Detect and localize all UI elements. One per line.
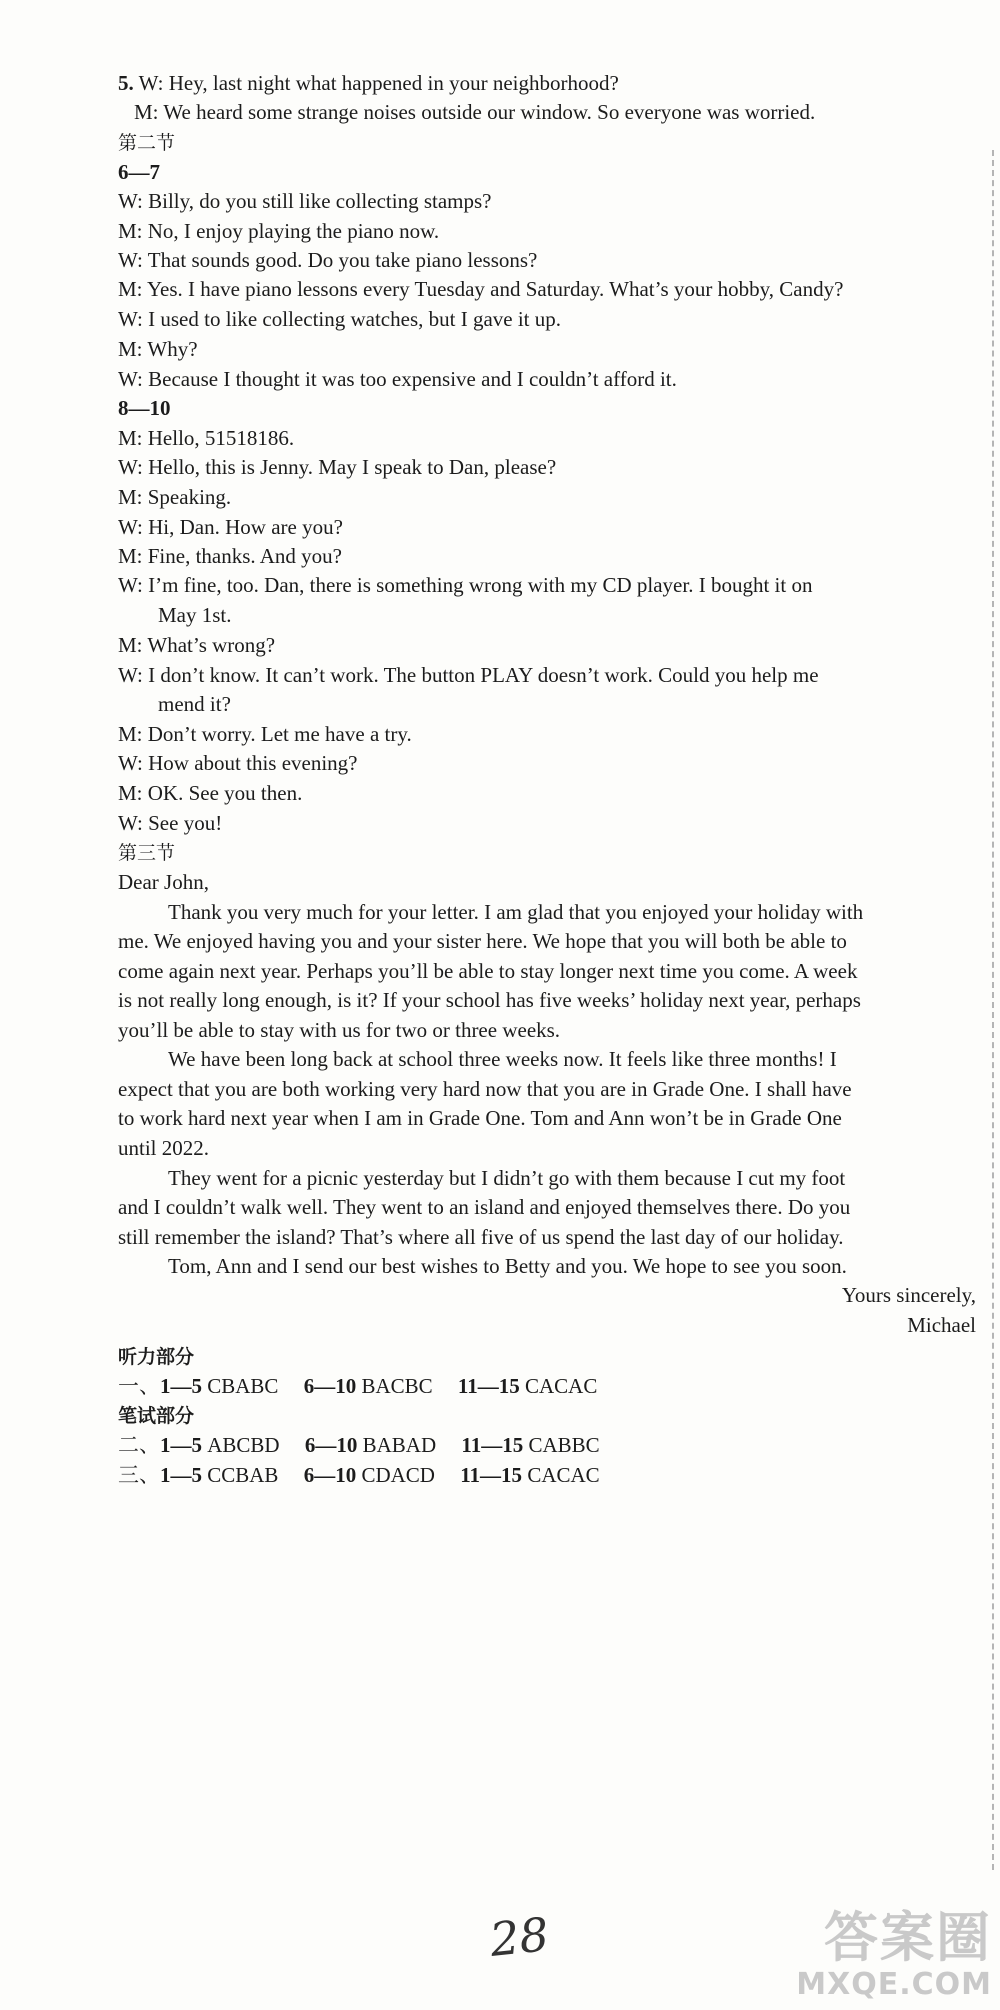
q5-line-m: M: We heard some strange noises outside our window. So everyone was worried.	[134, 100, 816, 124]
letter-line: We have been long back at school three weeks now. It feels like three months! I	[168, 1047, 837, 1071]
listening-section-title: 听力部分	[118, 1346, 195, 1368]
writing-section-title: 笔试部分	[118, 1405, 195, 1427]
section3-title: 第三节	[118, 842, 176, 864]
dialogue-line: M: Yes. I have piano lessons every Tuesday and Saturday. What’s your hobby, Candy?	[118, 277, 844, 301]
dialogue-line: M: What’s wrong?	[118, 633, 276, 657]
dialogue1-number: 6—7	[118, 160, 160, 184]
dialogue-line: W: Billy, do you still like collecting stamps?	[118, 189, 492, 213]
dialogue-line: W: Hi, Dan. How are you?	[118, 515, 343, 539]
answer-row-1: 一、1—5 CBABC 6—10 BACBC 11—15 CACAC	[118, 1374, 598, 1398]
letter-line: to work hard next year when I am in Grade One. Tom and Ann won’t be in Grade One	[118, 1106, 842, 1130]
handwritten-page-number: 28	[487, 1907, 552, 1967]
letter-signature: Michael	[907, 1313, 976, 1337]
letter-line: is not really long enough, is it? If your school has five weeks’ holiday next year, perhaps	[118, 988, 861, 1012]
letter-salutation: Dear John,	[118, 870, 209, 894]
letter-line: come again next year. Perhaps you’ll be able to stay longer next time you come. A week	[118, 959, 858, 983]
dialogue-line-continued: mend it?	[158, 692, 231, 716]
letter-line: They went for a picnic yesterday but I didn’t go with them because I cut my foot	[168, 1166, 846, 1190]
dialogue-line: M: Speaking.	[118, 485, 232, 509]
dialogue-line: M: Hello, 51518186.	[118, 426, 295, 450]
binding-edge-perforation	[990, 150, 994, 1870]
watermark-logo: 答案圈 MXQE.COM	[796, 1906, 992, 2002]
dialogue-line: W: Hello, this is Jenny. May I speak to Dan, please?	[118, 455, 557, 479]
dialogue-line: W: Because I thought it was too expensive and I couldn’t afford it.	[118, 367, 677, 391]
letter-line: until 2022.	[118, 1136, 210, 1160]
letter-line: and I couldn’t walk well. They went to an island and enjoyed themselves there. Do you	[118, 1195, 851, 1219]
letter-closing: Yours sincerely,	[841, 1283, 976, 1307]
letter-line: you’ll be able to stay with us for two or three weeks.	[118, 1018, 561, 1042]
q5-line-w: 5. W: Hey, last night what happened in your neighborhood?	[118, 71, 619, 95]
dialogue-line: M: Why?	[118, 337, 198, 361]
dialogue-line: M: OK. See you then.	[118, 781, 303, 805]
answer-row-3: 三、1—5 CCBAB 6—10 CDACD 11—15 CACAC	[118, 1463, 600, 1487]
dialogue-line: M: Fine, thanks. And you?	[118, 544, 342, 568]
dialogue2-number: 8—10	[118, 396, 171, 420]
dialogue-line: M: Don’t worry. Let me have a try.	[118, 722, 412, 746]
dialogue-line: W: I used to like collecting watches, but I gave it up.	[118, 307, 562, 331]
dialogue-line: W: I don’t know. It can’t work. The button PLAY doesn’t work. Could you help me	[118, 663, 819, 687]
dialogue-line: W: I’m fine, too. Dan, there is something wrong with my CD player. I bought it on	[118, 573, 813, 597]
dialogue-line: M: No, I enjoy playing the piano now.	[118, 219, 440, 243]
dialogue-line: W: See you!	[118, 811, 223, 835]
letter-line: expect that you are both working very hard now that you are in Grade One. I shall have	[118, 1077, 852, 1101]
letter-line: me. We enjoyed having you and your sister here. We hope that you will both be able to	[118, 929, 847, 953]
section2-title: 第二节	[118, 132, 176, 154]
dialogue-line-continued: May 1st.	[158, 603, 232, 627]
letter-line: still remember the island? That’s where all five of us spend the last day of our holiday.	[118, 1225, 844, 1249]
dialogue-line: W: That sounds good. Do you take piano lessons?	[118, 248, 538, 272]
letter-line: Thank you very much for your letter. I am glad that you enjoyed your holiday with	[168, 900, 864, 924]
answer-row-2: 二、1—5 ABCBD 6—10 BABAD 11—15 CABBC	[118, 1433, 600, 1457]
dialogue-line: W: How about this evening?	[118, 751, 358, 775]
letter-line: Tom, Ann and I send our best wishes to Betty and you. We hope to see you soon.	[168, 1254, 847, 1278]
